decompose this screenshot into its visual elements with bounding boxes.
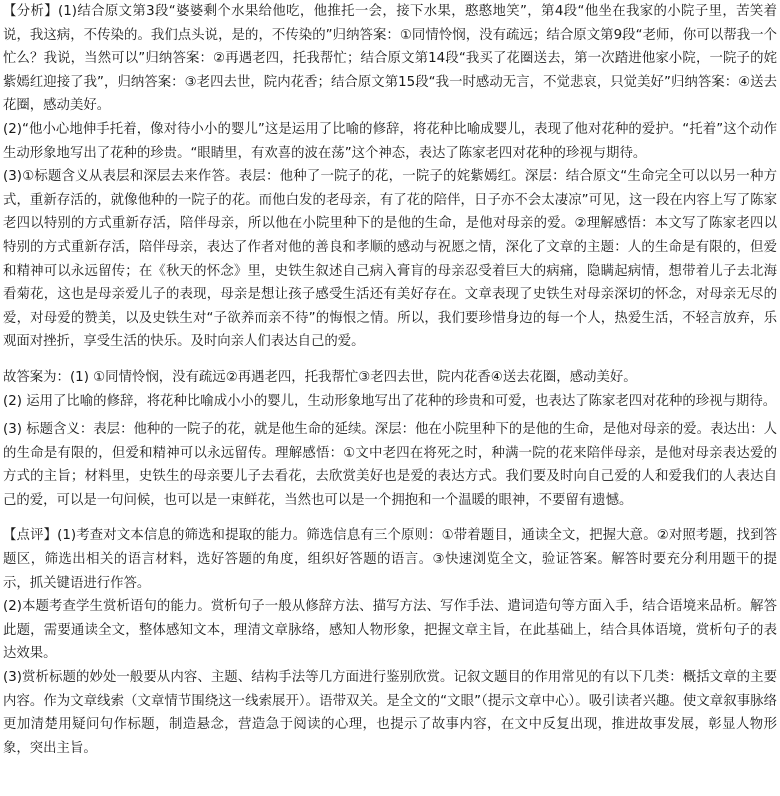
section-spacer bbox=[3, 354, 777, 366]
comment-section bbox=[3, 524, 777, 760]
comment-paragraph-3: (3)赏析标题的妙处一般要从内容、主题、结构手法等几方面进行鉴别欣赏。记叙文题目的作用常见的有以下几类：概括文章的主要内容。作为文章线索（文章情节围绕这一线索展开）。语带双关。是全文的“文眼”（提示文章中心）。吸引读者兴趣。使文章叙事脉络更加清楚用疑问句作标题，制造悬念，营造急于阅读的心理，也提示了故事内容，在文中反复出现，推进故事发展，彰显人物形象，突出主旨。 bbox=[3, 670, 777, 756]
analysis-paragraph-3: (3)①标题含义从表层和深层去来作答。表层：他种了一院子的花，一院子的姹紫嫣红。深层：结合原文“生命完全可以以另一种方式，重新存活的，就像他种的一院子的花。而他白发的老母亲，有了花的陪伴，日子亦不会太凄凉”可见，这一段在内容上写了陈家老四以特别的方式重新存活，陪伴母亲，所以他在小院里种下的是他的生命，是他对母亲的爱。②理解感悟：本文写了陈家老四以特别的方式重新存活，陪伴母亲，表达了作者对他的善良和孝顺的感动与祝愿之情，深化了文章的主题：人的生命是有限的，但爱和精神可以永远留传；在《秋天的怀念》里，史铁生叙述自己病入膏肓的母亲忍受着巨大的病痛，隐瞒起病情，想带着儿子去北海看菊花，这也是母亲爱儿子的表现，母亲是想让孩子感受生活还有美好存在。文章表现了史铁生对母亲深切的怀念，对母亲无尽的爱，对母爱的赞美，以及史铁生对“子欲养而亲不待”的悔恨之情。所以，我们要珍惜身边的每一个人，热爱生活，不轻言放弃，乐观面对挫折，享受生活的快乐。及时向亲人们表达自己的爱。 bbox=[3, 169, 777, 350]
answer-paragraph-1: 故答案为：(1) ①同情怜悯，没有疏远②再遇老四，托我帮忙③老四去世，院内花香④送去花圈，感动美好。 bbox=[3, 369, 637, 385]
comment-paragraph-1: 【点评】(1)考查对文本信息的筛选和提取的能力。筛选信息有三个原则：①带着题目，通读全文，把握大意。②对照考题，找到答题区，筛选出相关的语言材料，选好答题的角度，组织好答题的语言。③快速浏览全文，验证答案。解答时要充分利用题干的提示，抓关键语进行作答。 bbox=[3, 528, 777, 591]
analysis-paragraph-2: (2)“他小心地伸手托着，像对待小小的婴儿”这是运用了比喻的修辞，将花种比喻成婴儿，表现了他对花种的爱护。“托着”这个动作生动形象地写出了花种的珍贵。“眼睛里，有欢喜的波在荡”这个神态，表达了陈家老四对花种的珍视与期待。 bbox=[3, 121, 777, 161]
answer-paragraph-2: (2) 运用了比喻的修辞，将花种比喻成小小的婴儿，生动形象地写出了花种的珍贵和可爱，也表达了陈家老四对花种的珍视与期待。 bbox=[3, 393, 777, 409]
analysis-section bbox=[3, 0, 777, 354]
analysis-paragraph-1: 【分析】(1)结合原文第3段“婆婆剩个水果给他吃，他推托一会，接下水果，憨憨地笑”，第4段“他坐在我家的小院子里，苦笑着说，我这病，不传染的。我们点头说，是的，不传染的”归纳答案：①同情怜悯，没有疏远；结合原文第9段“老师，你可以帮我一个忙么？我说，当然可以”归纳答案：②再遇老四，托我帮忙；结合原文第14段“我买了花圈送去，第一次踏进他家小院，一院子的姹紫嫣红迎接了我”，归纳答案：③老四去世，院内花香；结合原文第15段“我一时感动无言，不觉悲哀，只觉美好”归纳答案：④送去花圈，感动美好。 bbox=[3, 4, 777, 114]
answer-section bbox=[3, 366, 777, 513]
answer-paragraph-3: (3) 标题含义：表层：他种的一院子的花，就是他生命的延续。深层：他在小院里种下的是他的生命，是他对母亲的爱。表达出：人的生命是有限的，但爱和精神可以永远留传。理解感悟：①文中老四在将死之时，种满一院的花来陪伴母亲，是他对母亲表达爱的方式的主旨；材料里，史铁生的母亲要儿子去看花，去欣赏美好也是爱的表达方式。我们要及时向自己爱的人和爱我们的人表达自己的爱，可以是一句问候，也可以是一束鲜花，当然也可以是一个拥抱和一个温暖的眼神，不要留有遗憾。 bbox=[3, 422, 777, 508]
section-spacer bbox=[3, 512, 777, 524]
comment-paragraph-2: (2)本题考查学生赏析语句的能力。赏析句子一般从修辞方法、描写方法、写作手法、遣词造句等方面入手，结合语境来品析。解答此题，需要通读全文，整体感知文本，理清文章脉络，感知人物形象，把握文章主旨，在此基础上，结合具体语境，赏析句子的表达效果。 bbox=[3, 599, 777, 662]
